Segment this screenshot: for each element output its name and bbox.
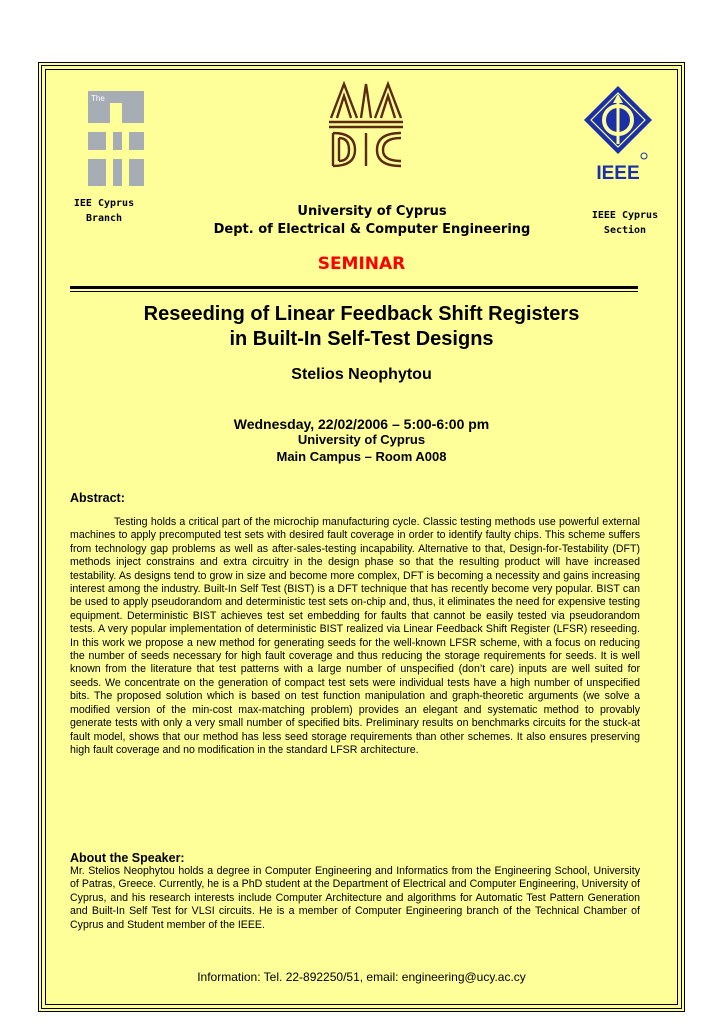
iee-logo bbox=[88, 91, 144, 186]
title-line-1: Reseeding of Linear Feedback Shift Registers bbox=[143, 303, 580, 325]
ieee-cyprus-section-label bbox=[588, 208, 662, 238]
iee-cyprus-branch-label bbox=[64, 196, 144, 226]
about-speaker-heading: About the Speaker: bbox=[70, 851, 185, 865]
event-location-line-1: University of Cyprus bbox=[297, 432, 426, 447]
ieee-logo-text: IEEE bbox=[596, 163, 640, 184]
contact-information: Information: Tel. 22-892250/51, email: engineering@ucy.ac.cy bbox=[197, 970, 526, 984]
ieee-caption-line-2: Section bbox=[603, 225, 647, 236]
iee-logo-text: The bbox=[91, 94, 105, 103]
abstract-heading: Abstract: bbox=[70, 491, 125, 505]
event-type: SEMINAR bbox=[317, 254, 406, 274]
event-location-line-2: Main Campus – Room A008 bbox=[276, 449, 447, 464]
organizer-heading bbox=[172, 203, 572, 239]
ucy-logo bbox=[327, 78, 405, 170]
divider-thick bbox=[70, 286, 638, 289]
seminar-title bbox=[42, 302, 681, 352]
university-name: University of Cyprus bbox=[297, 204, 447, 219]
about-speaker-text: Mr. Stelios Neophytou holds a degree in Computer Engineering and Informatics from the Engineering School, University of Patras, Greece. Currently, he is a PhD student at the Department of Electrical and Computer Engineering, University of Cyprus, and his research interests include Computer Architecture and algorithms for Automatic Test Pattern Generation and Built-In Self Test for VLSI circuits. He is a member of Computer Engineering branch of the Technical Chamber of Cyprus and Student member of the IEEE. bbox=[70, 865, 640, 931]
abstract-text: Testing holds a critical part of the microchip manufacturing cycle. Classic testing methods use powerful external machines to apply precomputed test sets with desired fault coverage in order to identify faulty chips. This scheme suffers from technology gap problems as well as after-sales-testing incapability. Alternative to that, Design-for-Testability (DFT) methods inject constrains and extra circuitry in the design phase so that the resulting product will have increased testability. As designs tend to grow in size and become more complex, DFT is becoming a necessity and gains increasing interest among the industry. Built-In Self Test (BIST) is a DFT technique that has recently become very popular. BIST can be used to apply pseudorandom and deterministic test sets on-chip and, thus, it eliminates the need for expensive testing equipment. Deterministic BIST achieves test set embedding for faults that cannot be easily tested via pseudorandom tests. A very popular implementation of deterministic BIST realized via Linear Feedback Shift Register (LFSR) reseeding. In this work we propose a new method for generating seeds for the well-known LFSR scheme, with a focus on reducing the number of seeds necessary for high fault coverage and thus reducing the storage requirements for seeds. It is well known from the literature that test patterns with a large number of unspecified (don’t care) inputs are well suited for seeds. We concentrate on the generation of compact test sets were individual tests have a high number of unspecified bits. The proposed solution which is based on test function manipulation and graph-theoretic arguments (we solve a modified version of the min-cost max-matching problem) provides an elegant and systematic method to provably generate tests with only a very small number of specified bits. Preliminary results on benchmarks circuits for the stuck-at fault model, shows that our method has less seed storage requirements than other schemes. It also ensures preserving high fault coverage and no modification in the standard LFSR architecture. bbox=[70, 516, 640, 756]
poster-frame bbox=[38, 62, 685, 1012]
title-line-2: in Built-In Self-Test Designs bbox=[229, 328, 494, 350]
department-name: Dept. of Electrical & Computer Engineering bbox=[213, 222, 531, 237]
iee-caption-line-1: IEE Cyprus bbox=[73, 198, 135, 209]
ieee-logo bbox=[582, 84, 654, 184]
ieee-caption-line-1: IEEE Cyprus bbox=[591, 210, 659, 221]
divider-thin bbox=[70, 291, 638, 292]
iee-caption-line-2: Branch bbox=[85, 213, 123, 224]
speaker-name: Stelios Neophytou bbox=[291, 366, 432, 383]
event-datetime: Wednesday, 22/02/2006 – 5:00-6:00 pm bbox=[233, 416, 490, 432]
